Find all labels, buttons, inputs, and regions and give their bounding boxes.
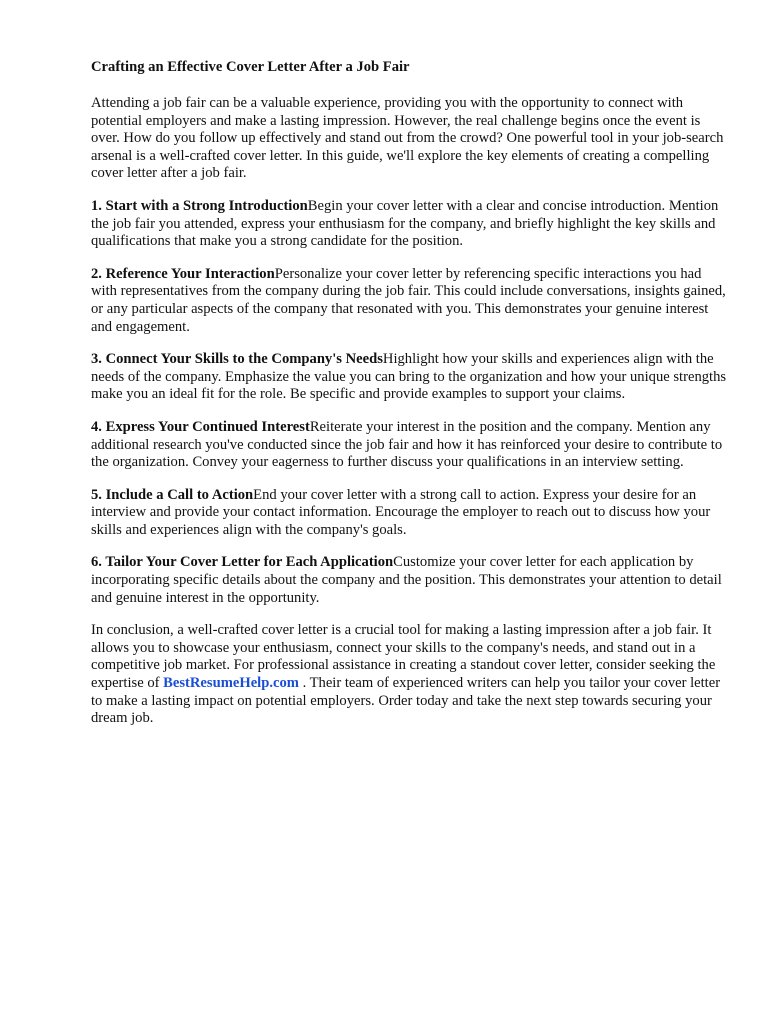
section-4 — [91, 419, 727, 472]
section-1-body: Begin your cover letter with a clear and concise introduction. Mention the job fair you attended, express your enthusiasm for the company, and briefly highlight the key skills and qualifications that make you a strong candidate for the position. — [91, 197, 719, 250]
section-6-body: Customize your cover letter for each application by incorporating specific details about the company and the position. This demonstrates your attention to detail and genuine interest in the opportunity. — [91, 554, 722, 606]
section-1-heading: 1. Start with a Strong Introduction — [91, 197, 308, 214]
section-3 — [91, 351, 727, 404]
conclusion-after-link: . Their team of experienced writers can help you tailor your cover letter to make a lasting impact on potential employers. Order today and take the next step towards securing your dream job. — [91, 675, 721, 727]
section-3-body: Highlight how your skills and experiences align with the needs of the company. Emphasize the value you can bring to the organization and how your unique strengths make you an ideal fit for the role. Be specific and provide examples to support your claims. — [91, 351, 727, 403]
section-5 — [91, 487, 727, 540]
conclusion-before-link: In conclusion, a well-crafted cover letter is a crucial tool for making a lasting impression after a job fair. It allows you to showcase your enthusiasm, connect your skills to the company's needs, and stand out in a competitive job market. For professional assistance in creating a standout cover letter, consider seeking the expertise of — [91, 622, 716, 692]
section-3-heading: 3. Connect Your Skills to the Company's Needs — [91, 351, 383, 368]
section-4-body: Reiterate your interest in the position and the company. Mention any additional research you've conducted since the job fair and how it has reinforced your desire to contribute to the organization. Convey your eagerness to further discuss your qualifications in an interview setting. — [91, 418, 723, 471]
intro-paragraph: Attending a job fair can be a valuable experience, providing you with the opportunity to connect with potential employers and make a lasting impression. However, the real challenge begins once the event is over. How do you follow up effectively and stand out from the crowd? One powerful tool in your job-search arsenal is a well-crafted cover letter. In this guide, we'll explore the key elements of creating a compelling cover letter after a job fair. — [91, 95, 724, 182]
section-6-heading: 6. Tailor Your Cover Letter for Each Application — [91, 554, 394, 571]
bestresumehelp-link[interactable]: BestResumeHelp.com — [163, 675, 299, 692]
section-5-heading: 5. Include a Call to Action — [91, 486, 254, 503]
section-1 — [91, 198, 727, 251]
section-2 — [91, 266, 727, 336]
document-title: Crafting an Effective Cover Letter After a Job Fair — [91, 59, 410, 75]
section-5-body: End your cover letter with a strong call to action. Express your desire for an interview and provide your contact information. Encourage the employer to reach out to discuss how your skills and experiences align with the company's goals. — [91, 486, 711, 538]
document-page — [91, 58, 727, 743]
section-4-heading: 4. Express Your Continued Interest — [91, 418, 310, 435]
section-6 — [91, 554, 727, 607]
section-2-body: Personalize your cover letter by referencing specific interactions you had with representatives from the company during the job fair. This could include conversations, insights gained, or any particular aspects of the company that resonated with you. This demonstrates your genuine interest and engagement. — [91, 265, 726, 335]
section-2-heading: 2. Reference Your Interaction — [91, 265, 275, 282]
conclusion-paragraph — [91, 622, 727, 728]
